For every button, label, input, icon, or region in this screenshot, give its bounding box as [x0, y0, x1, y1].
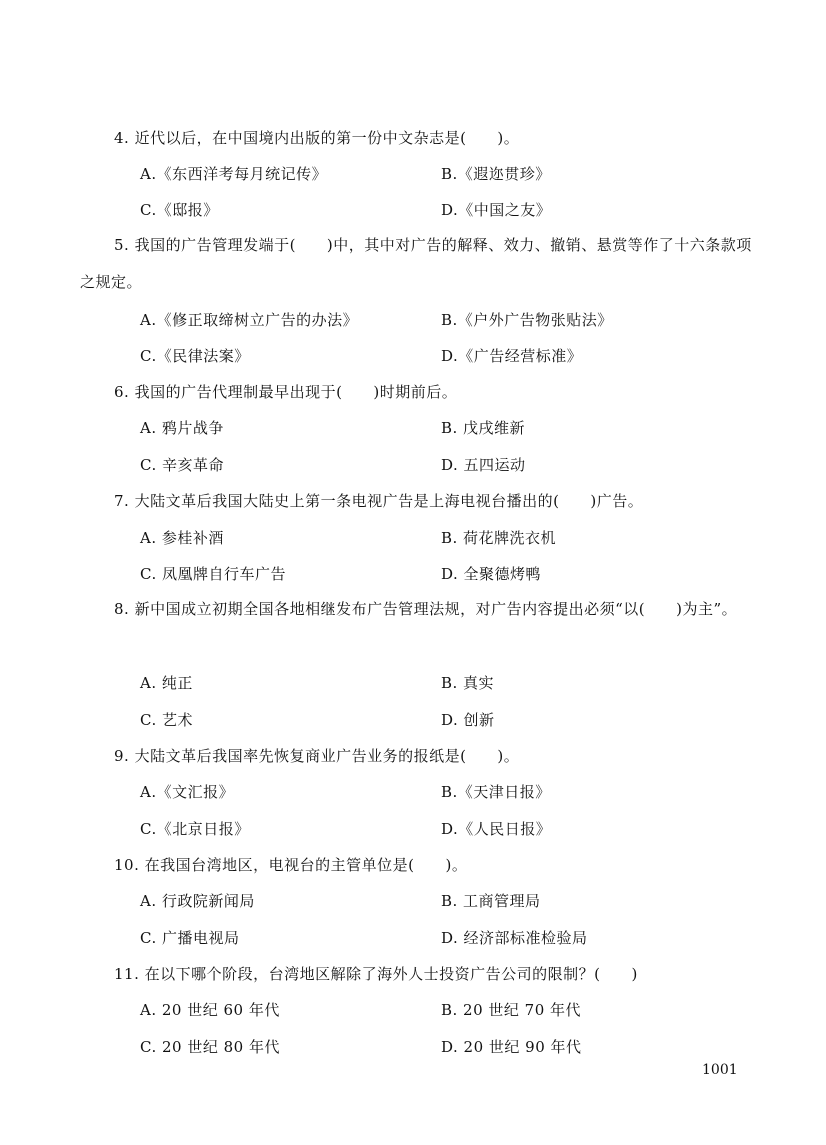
- question-9-option-a: A.《文汇报》: [140, 783, 235, 801]
- question-11-stem: 11. 在以下哪个阶段，台湾地区解除了海外人士投资广告公司的限制？( ): [114, 965, 638, 983]
- question-8-option-a: A. 纯正: [140, 674, 193, 692]
- question-6-option-c: C. 辛亥革命: [140, 456, 224, 474]
- question-5-option-b: B.《户外广告物张贴法》: [441, 311, 613, 329]
- question-4-option-b: B.《遐迩贯珍》: [441, 165, 551, 183]
- question-7-option-c: C. 凤凰牌自行车广告: [140, 565, 286, 583]
- question-5-stem: 5. 我国的广告管理发端于( )中，其中对广告的解释、效力、撤销、悬赏等作了十六条款项之规定。: [80, 236, 752, 291]
- question-10-option-d: D. 经济部标准检验局: [441, 929, 588, 947]
- question-10-option-c: C. 广播电视局: [140, 929, 240, 947]
- question-11-option-b: B. 20 世纪 70 年代: [441, 1001, 582, 1019]
- question-5-option-d: D.《广告经营标准》: [441, 347, 583, 365]
- question-9-option-b: B.《天津日报》: [441, 783, 551, 801]
- question-8-option-b: B. 真实: [441, 674, 495, 692]
- question-9-stem: 9. 大陆文革后我国率先恢复商业广告业务的报纸是( )。: [114, 747, 520, 765]
- question-7-option-d: D. 全聚德烤鸭: [441, 565, 542, 583]
- question-6-option-b: B. 戊戌维新: [441, 419, 526, 437]
- question-7-option-b: B. 荷花牌洗衣机: [441, 529, 557, 547]
- question-5-option-c: C.《民律法案》: [140, 347, 250, 365]
- question-5-option-a: A.《修正取缔树立广告的办法》: [140, 311, 359, 329]
- question-11-option-d: D. 20 世纪 90 年代: [441, 1038, 582, 1056]
- question-4-option-d: D.《中国之友》: [441, 201, 552, 219]
- question-6-option-d: D. 五四运动: [441, 456, 526, 474]
- question-10-option-b: B. 工商管理局: [441, 892, 541, 910]
- question-4-stem: 4. 近代以后，在中国境内出版的第一份中文杂志是( )。: [114, 129, 520, 147]
- question-7-option-a: A. 参桂补酒: [140, 529, 224, 547]
- question-9-option-c: C.《北京日报》: [140, 820, 250, 838]
- question-6-option-a: A. 鸦片战争: [140, 419, 224, 437]
- question-8-stem: 8. 新中国成立初期全国各地相继发布广告管理法规，对广告内容提出必须“以( )为主”。: [114, 600, 738, 618]
- question-8-option-d: D. 创新: [441, 711, 495, 729]
- question-4-option-a: A.《东西洋考每月统记传》: [140, 165, 328, 183]
- question-10-option-a: A. 行政院新闻局: [140, 892, 255, 910]
- question-11-option-a: A. 20 世纪 60 年代: [140, 1001, 280, 1019]
- question-9-option-d: D.《人民日报》: [441, 820, 552, 838]
- question-6-stem: 6. 我国的广告代理制最早出现于( )时期前后。: [114, 383, 458, 401]
- question-10-stem: 10. 在我国台湾地区，电视台的主管单位是( )。: [114, 856, 468, 874]
- question-4-option-c: C.《邸报》: [140, 201, 219, 219]
- page-number: 1001: [702, 1062, 738, 1078]
- question-11-option-c: C. 20 世纪 80 年代: [140, 1038, 280, 1056]
- question-7-stem: 7. 大陆文革后我国大陆史上第一条电视广告是上海电视台播出的( )广告。: [114, 492, 644, 510]
- question-8-option-c: C. 艺术: [140, 711, 193, 729]
